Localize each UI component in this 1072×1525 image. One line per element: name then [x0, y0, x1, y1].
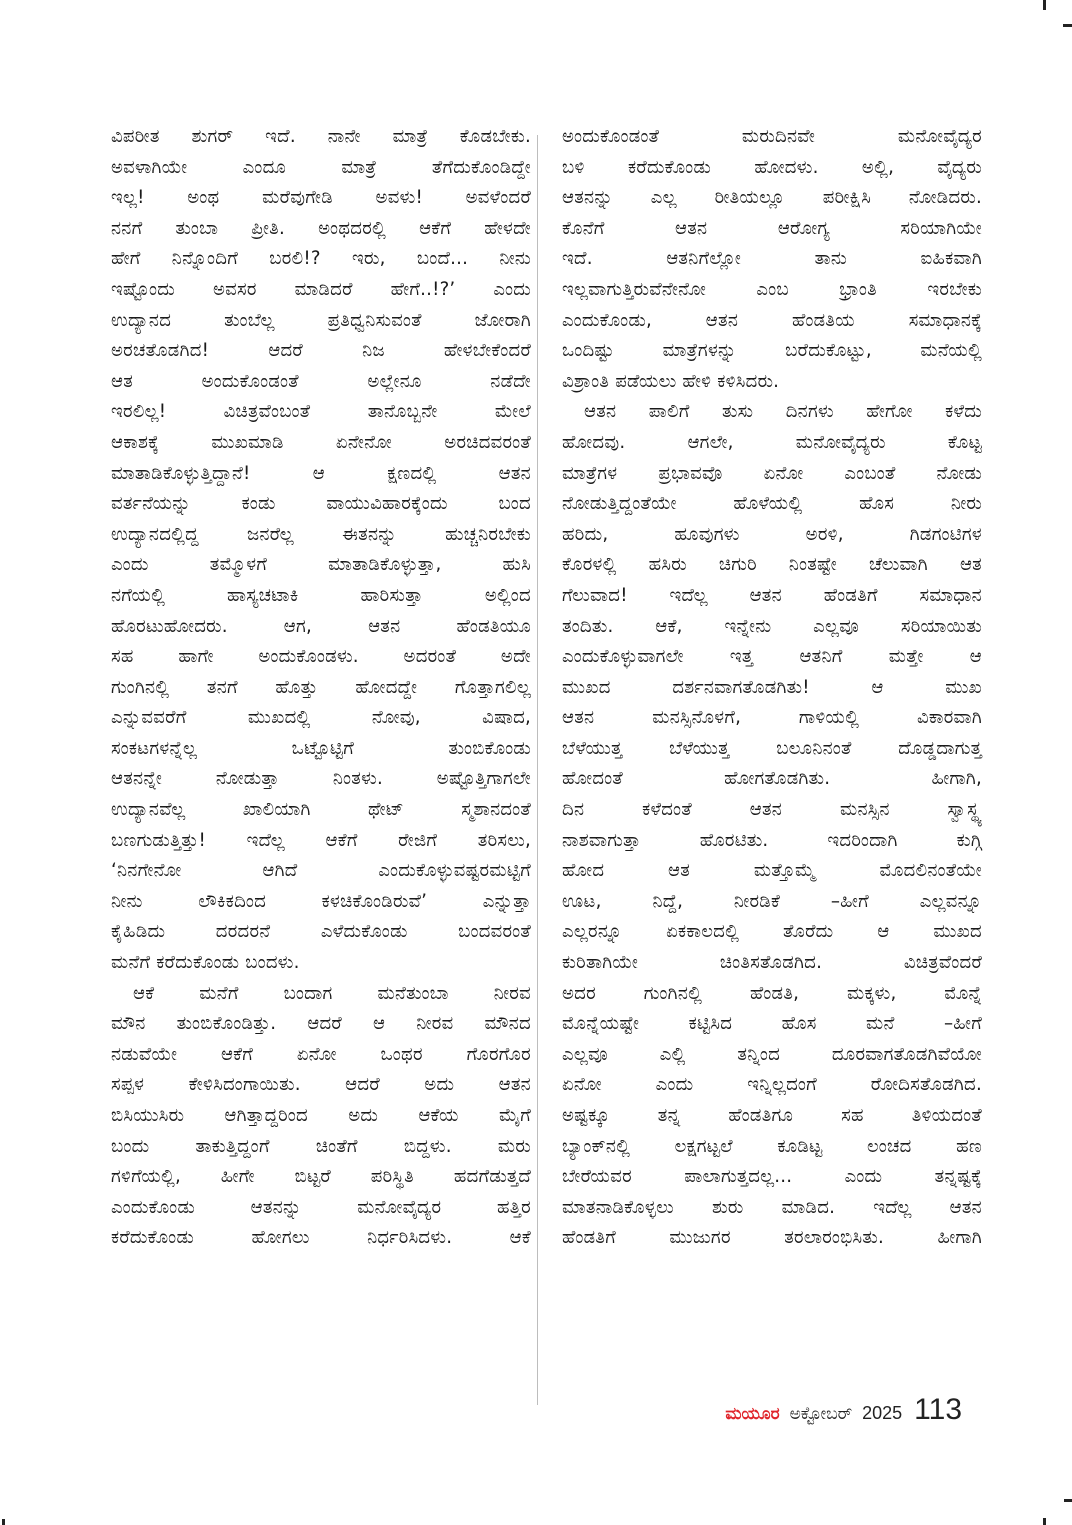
text-line: ಅವಳಾಗಿಯೇ ಎಂದೂ ಮಾತ್ರೆ ತೆಗೆದುಕೊಂಡಿದ್ದೇ: [111, 156, 531, 178]
text-line: ಮಾತಾಡಿಕೊಳ್ಳುತ್ತಿದ್ದಾನೆ! ಆ ಕ್ಷಣದಲ್ಲಿ ಆತನ: [111, 462, 531, 484]
text-line: ಗೆಲುವಾದ! ಇದೆಲ್ಲ ಆತನ ಹೆಂಡತಿಗೆ ಸಮಾಧಾನ: [562, 584, 982, 606]
text-line: ವರ್ತನೆಯನ್ನು ಕಂಡು ವಾಯುವಿಹಾರಕ್ಕೆಂದು ಬಂದ: [111, 493, 531, 515]
page-footer: [725, 1393, 962, 1427]
text-line: ಊಟ, ನಿದ್ದೆ, ನೀರಡಿಕೆ –ಹೀಗೆ ಎಲ್ಲವನ್ನೂ: [562, 890, 982, 912]
text-line: ಬಳಿ ಕರೆದುಕೊಂಡು ಹೋದಳು. ಅಲ್ಲಿ, ವೈದ್ಯರು: [562, 156, 982, 178]
text-line: ಏನೋ ಎಂದು ಇನ್ನಿಲ್ಲದಂಗೆ ರೋದಿಸತೊಡಗಿದ.: [562, 1074, 982, 1096]
crop-mark-top-right-vertical: [1043, 0, 1046, 10]
text-line: ಇಲ್ಲ! ಅಂಥ ಮರೆವುಗೇಡಿ ಅವಳು! ಅವಳೆಂದರೆ: [111, 187, 531, 209]
text-line: ಹೋದವು. ಆಗಲೇ, ಮನೋವೈದ್ಯರು ಕೊಟ್ಟ: [562, 431, 982, 453]
text-line: ಉದ್ಯಾನದ ತುಂಬೆಲ್ಲ ಪ್ರತಿಧ್ವನಿಸುವಂತೆ ಜೋರಾಗಿ: [111, 309, 531, 331]
text-line: ನಗೆಯಲ್ಲಿ ಹಾಸ್ಯಚಟಾಕಿ ಹಾರಿಸುತ್ತಾ ಅಲ್ಲಿಂದ: [111, 584, 531, 606]
text-line: ಸಹ ಹಾಗೇ ಅಂದುಕೊಂಡಳು. ಅದರಂತೆ ಅದೇ: [111, 646, 531, 668]
text-line: ಎಲ್ಲರನ್ನೂ ಏಕಕಾಲದಲ್ಲಿ ತೊರೆದು ಆ ಮುಖದ: [562, 921, 982, 943]
text-line: ಆತ ಅಂದುಕೊಂಡಂತೆ ಅಲ್ಲೇನೂ ನಡೆದೇ: [111, 370, 531, 392]
text-line: ಬಿಸಿಯುಸಿರು ಆಗಿತ್ತಾದ್ದರಿಂದ ಅದು ಆಕೆಯ ಮೈಗೆ: [111, 1105, 531, 1126]
text-line: ಮಾತ್ರೆಗಳ ಪ್ರಭಾವವೊ ಏನೋ ಎಂಬಂತೆ ನೋಡು: [562, 462, 982, 484]
text-line: ಸಪ್ಪಳ ಕೇಳಿಸಿದಂಗಾಯಿತು. ಆದರೆ ಅದು ಆತನ: [111, 1074, 531, 1096]
text-line: ಕೈಹಿಡಿದು ದರದರನೆ ಎಳೆದುಕೊಂಡು ಬಂದವರಂತೆ: [111, 921, 531, 943]
text-line: ಕೊರಳಲ್ಲಿ ಹಸಿರು ಚಿಗುರಿ ನಿಂತಷ್ಟೇ ಚೆಲುವಾಗಿ ಆತ: [562, 554, 982, 576]
text-line: ವಿಪರೀತ ಶುಗರ್ ಇದೆ. ನಾನೇ ಮಾತ್ರೆ ಕೊಡಬೇಕು.: [111, 126, 531, 147]
text-line: ನಾಶವಾಗುತ್ತಾ ಹೊರಟಿತು. ಇದರಿಂದಾಗಿ ಕುಗ್ಗಿ: [562, 829, 982, 851]
text-line: ಆತನನ್ನು ಎಲ್ಲ ರೀತಿಯಲ್ಲೂ ಪರೀಕ್ಷಿಸಿ ನೋಡಿದರು.: [562, 187, 982, 209]
text-line: ಎಂದುಕೊಂಡು, ಆತನ ಹೆಂಡತಿಯ ಸಮಾಧಾನಕ್ಕೆ: [562, 309, 982, 331]
text-line: ಅರಚತೊಡಗಿದ! ಆದರೆ ನಿಜ ಹೇಳಬೇಕೆಂದರೆ: [111, 340, 531, 362]
text-line: ಇರಲಿಲ್ಲ! ವಿಚಿತ್ರವೆಂಬಂತೆ ತಾನೊಬ್ಬನೇ ಮೇಲೆ: [111, 401, 531, 423]
text-line: ಹೋದಂತೆ ಹೋಗತೊಡಗಿತು. ಹೀಗಾಗಿ,: [562, 768, 982, 790]
issue-month: ಅಕ್ಟೋಬರ್: [789, 1404, 853, 1424]
text-line: ಮನೆಗೆ ಕರೆದುಕೊಂಡು ಬಂದಳು.: [111, 952, 300, 974]
text-line: ಎಂದು ತಮ್ಮೊಳಗೆ ಮಾತಾಡಿಕೊಳ್ಳುತ್ತಾ, ಹುಸಿ: [111, 554, 531, 576]
text-line: ಅದರ ಗುಂಗಿನಲ್ಲಿ ಹೆಂಡತಿ, ಮಕ್ಕಳು, ಮೊನ್ನೆ: [562, 982, 982, 1004]
text-line: ‘ನಿನಗೇನೋ ಆಗಿದೆ ಎಂದುಕೊಳ್ಳುವಷ್ಟರಮಟ್ಟಿಗೆ: [111, 860, 531, 882]
text-line: ಅಂದುಕೊಂಡಂತೆ ಮರುದಿನವೇ ಮನೋವೈದ್ಯರ: [562, 126, 982, 147]
text-line: ಬಂದು ತಾಕುತ್ತಿದ್ದಂಗೆ ಚಿಂತೆಗೆ ಬಿದ್ದಳು. ಮರು: [111, 1135, 531, 1157]
crop-mark-bottom-right-vertical: [1043, 1518, 1046, 1525]
text-line: ಎಲ್ಲವೂ ಎಲ್ಲಿ ತನ್ನಿಂದ ದೂರವಾಗತೊಡಗಿವೆಯೋ: [562, 1043, 982, 1065]
text-line: ಸಂಕಟಗಳನ್ನೆಲ್ಲ ಒಟ್ಟೊಟ್ಟಿಗೆ ತುಂಬಿಕೊಂಡು: [111, 737, 531, 759]
text-line: ಮೌನ ತುಂಬಿಕೊಂಡಿತ್ತು. ಆದರೆ ಆ ನೀರವ ಮೌನದ: [111, 1013, 531, 1035]
text-line: ಬ್ಯಾಂಕ್‌ನಲ್ಲಿ ಲಕ್ಷಗಟ್ಟಲೆ ಕೂಡಿಟ್ಟ ಲಂಚದ ಹಣ: [562, 1135, 982, 1157]
text-line: ವಿಶ್ರಾಂತಿ ಪಡೆಯಲು ಹೇಳಿ ಕಳಿಸಿದರು.: [562, 370, 780, 392]
text-line: ಮುಖದ ದರ್ಶನವಾಗತೊಡಗಿತು! ಆ ಮುಖ: [562, 676, 982, 698]
text-line: ಎಂದುಕೊಳ್ಳುವಾಗಲೇ ಇತ್ತ ಆತನಿಗೆ ಮತ್ತೇ ಆ: [562, 646, 982, 668]
text-line: ಇಷ್ಟೊಂದು ಅವಸರ ಮಾಡಿದರೆ ಹೇಗೆ..!?’ ಎಂದು: [111, 278, 531, 300]
text-line: ಒಂದಿಷ್ಟು ಮಾತ್ರೆಗಳನ್ನು ಬರೆದುಕೊಟ್ಟು, ಮನೆಯಲ್ಲಿ: [562, 340, 982, 362]
text-line: ಆಕಾಶಕ್ಕೆ ಮುಖಮಾಡಿ ಏನೇನೋ ಅರಚಿದವರಂತೆ: [111, 431, 531, 453]
text-line: ನನಗೆ ತುಂಬಾ ಪ್ರೀತಿ. ಅಂಥದರಲ್ಲಿ ಆಕೆಗೆ ಹೇಳದೇ: [111, 217, 531, 239]
page-number: 113: [914, 1393, 962, 1426]
text-line: ಉದ್ಯಾನವೆಲ್ಲ ಖಾಲಿಯಾಗಿ ಥೇಟ್ ಸ್ಮಶಾನದಂತೆ: [111, 799, 531, 821]
text-line: ಮಾತನಾಡಿಕೊಳ್ಳಲು ಶುರು ಮಾಡಿದ. ಇದೆಲ್ಲ ಆತನ: [562, 1196, 982, 1218]
text-line: ನಡುವೆಯೇ ಆಕೆಗೆ ಏನೋ ಒಂಥರ ಗೊರಗೊರ: [111, 1043, 531, 1065]
magazine-brand: ಮಯೂರ: [725, 1404, 780, 1424]
text-line: ಹೋದ ಆತ ಮತ್ತೊಮ್ಮೆ ಮೊದಲಿನಂತೆಯೇ: [562, 860, 982, 882]
text-line: ದಿನ ಕಳೆದಂತೆ ಆತನ ಮನಸ್ಸಿನ ಸ್ವಾಸ್ಥ್ಯ: [562, 799, 982, 821]
text-line: ನೋಡುತ್ತಿದ್ದಂತೆಯೇ ಹೊಳೆಯಲ್ಲಿ ಹೊಸ ನೀರು: [562, 493, 982, 515]
text-line: ಗುಂಗಿನಲ್ಲಿ ತನಗೆ ಹೊತ್ತು ಹೋದದ್ದೇ ಗೊತ್ತಾಗಲಿಲ್ಲ: [111, 676, 531, 698]
text-line: ಅಷ್ಟಕ್ಕೂ ತನ್ನ ಹೆಂಡತಿಗೂ ಸಹ ತಿಳಿಯದಂತೆ: [562, 1105, 982, 1126]
column-divider: [537, 135, 538, 1405]
text-line: ಬೇರೆಯವರ ಪಾಲಾಗುತ್ತದಲ್ಲ... ಎಂದು ತನ್ನಷ್ಟಕ್ಕೆ: [562, 1166, 982, 1188]
text-line: ಕುರಿತಾಗಿಯೇ ಚಿಂತಿಸತೊಡಗಿದ. ವಿಚಿತ್ರವೆಂದರೆ: [562, 952, 982, 974]
text-line: ಗಳಿಗೆಯಲ್ಲಿ, ಹೀಗೇ ಬಿಟ್ಟರೆ ಪರಿಸ್ಥಿತಿ ಹದಗೆಡುತ್ತದೆ: [111, 1166, 531, 1188]
text-line: ಕರೆದುಕೊಂಡು ಹೋಗಲು ನಿರ್ಧರಿಸಿದಳು. ಆಕೆ: [111, 1227, 531, 1249]
text-line: ಕೊನೆಗೆ ಆತನ ಆರೋಗ್ಯ ಸರಿಯಾಗಿಯೇ: [562, 217, 982, 239]
text-line: ನೀನು ಲೌಕಿಕದಿಂದ ಕಳಚಿಕೊಂಡಿರುವೆ’ ಎನ್ನುತ್ತಾ: [111, 890, 531, 912]
text-line: ಇದೆ. ಆತನಿಗೆಲ್ಲೋ ತಾನು ಐಹಿಕವಾಗಿ: [562, 248, 982, 270]
text-line: ಆತನ ಪಾಲಿಗೆ ತುಸು ದಿನಗಳು ಹೇಗೋ ಕಳೆದು: [584, 401, 982, 423]
text-line: ಉದ್ಯಾನದಲ್ಲಿದ್ದ ಜನರೆಲ್ಲ ಈತನನ್ನು ಹುಚ್ಚನಿರಬೇಕು: [111, 523, 531, 545]
text-line: ತಂದಿತು. ಆಕೆ, ಇನ್ನೇನು ಎಲ್ಲವೂ ಸರಿಯಾಯಿತು: [562, 615, 982, 637]
text-line: ಹೇಗೆ ನಿನ್ನೊಂದಿಗೆ ಬರಲಿ!? ಇರು, ಬಂದೆ... ನೀನು: [111, 248, 531, 270]
text-line: ಬಣಗುಡುತ್ತಿತ್ತು! ಇದೆಲ್ಲ ಆಕೆಗೆ ರೇಜಿಗೆ ತರಿಸಲು,: [111, 829, 531, 851]
crop-mark-bottom-left-vertical: [2, 1519, 5, 1525]
crop-mark-top-right-horizontal: [1063, 24, 1072, 27]
text-line: ಹರಿದು, ಹೂವುಗಳು ಅರಳಿ, ಗಿಡಗಂಟಿಗಳ: [562, 523, 982, 545]
text-line: ಹೊರಟುಹೋದರು. ಆಗ, ಆತನ ಹೆಂಡತಿಯೂ: [111, 615, 531, 637]
text-line: ಆತನ ಮನಸ್ಸಿನೊಳಗೆ, ಗಾಳಿಯಲ್ಲಿ ವಿಕಾರವಾಗಿ: [562, 707, 982, 729]
text-line: ಎನ್ನುವವರೆಗೆ ಮುಖದಲ್ಲಿ ನೋವು, ವಿಷಾದ,: [111, 707, 531, 729]
text-line: ಬೆಳೆಯುತ್ತ ಬೆಳೆಯುತ್ತ ಬಲೂನಿನಂತೆ ದೊಡ್ಡದಾಗುತ್ತ: [562, 737, 982, 759]
text-line: ಇಲ್ಲವಾಗುತ್ತಿರುವೆನೇನೋ ಎಂಬ ಭ್ರಾಂತಿ ಇರಬೇಕು: [562, 278, 982, 300]
text-line: ಹೆಂಡತಿಗೆ ಮುಜುಗರ ತರಲಾರಂಭಿಸಿತು. ಹೀಗಾಗಿ: [562, 1227, 982, 1249]
crop-mark-bottom-right-horizontal: [1064, 1499, 1072, 1502]
text-column-right: [562, 122, 982, 1254]
text-line: ಎಂದುಕೊಂಡು ಆತನನ್ನು ಮನೋವೈದ್ಯರ ಹತ್ತಿರ: [111, 1196, 531, 1218]
text-column-left: [111, 122, 531, 1254]
text-line: ಮೊನ್ನೆಯಷ್ಟೇ ಕಟ್ಟಿಸಿದ ಹೊಸ ಮನೆ –ಹೀಗೆ: [562, 1013, 982, 1035]
issue-year: 2025: [862, 1403, 903, 1423]
text-line: ಆತನನ್ನೇ ನೋಡುತ್ತಾ ನಿಂತಳು. ಅಷ್ಟೊತ್ತಿಗಾಗಲೇ: [111, 768, 531, 790]
text-line: ಆಕೆ ಮನೆಗೆ ಬಂದಾಗ ಮನೆತುಂಬಾ ನೀರವ: [133, 982, 531, 1004]
